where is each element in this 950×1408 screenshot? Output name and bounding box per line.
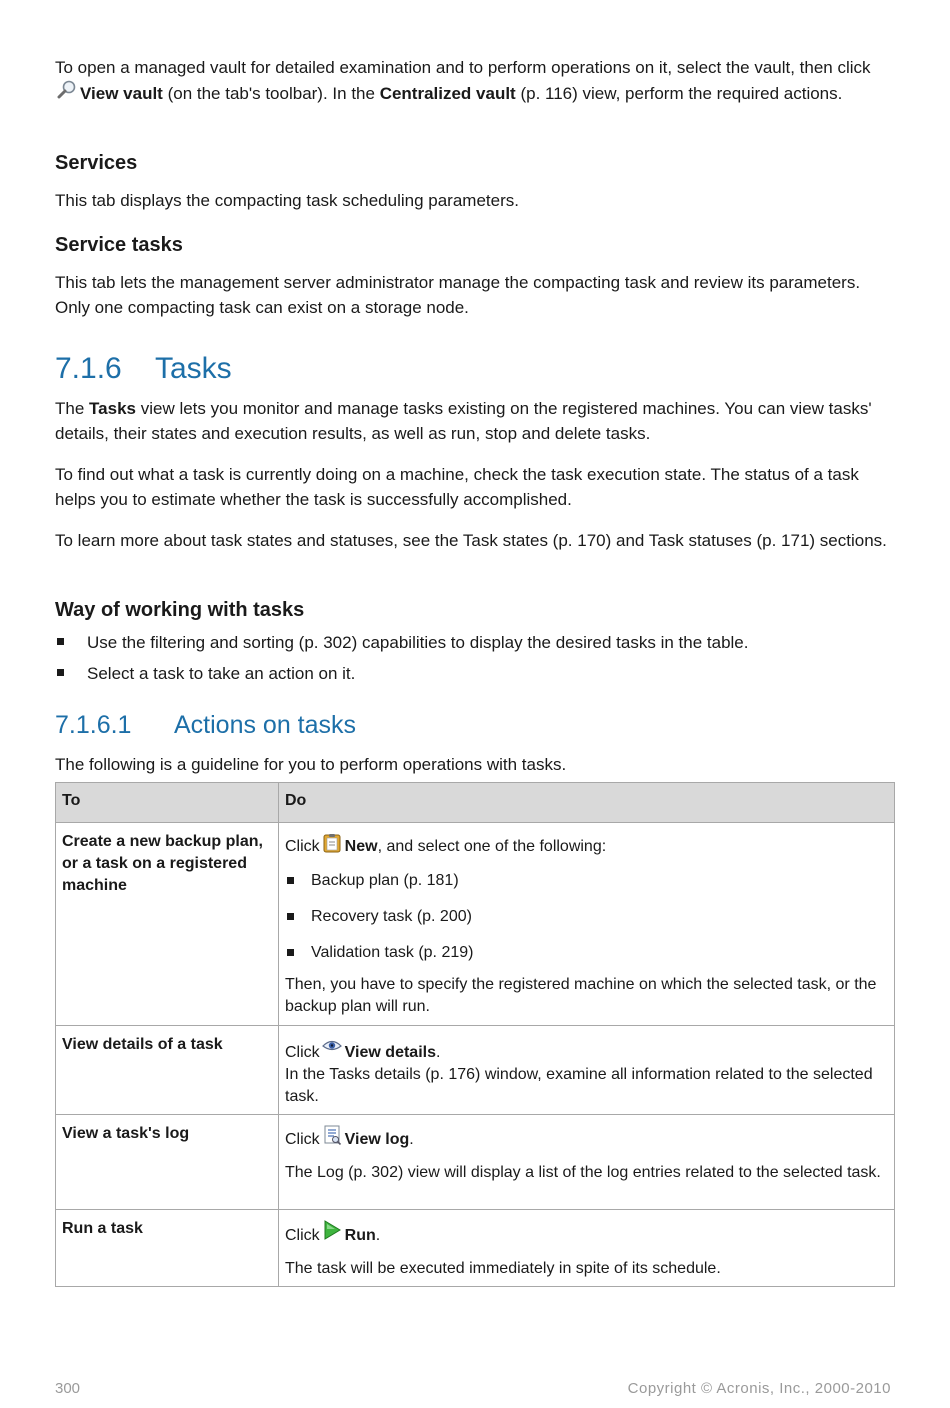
action-note: The task will be executed immediately in spite of its schedule. — [285, 1260, 721, 1277]
list-item: Recovery task (p. 200) — [285, 906, 888, 928]
action-note: Then, you have to specify the registered machine on which the selected task, or the backup plan will run. — [285, 976, 877, 1015]
table-row — [56, 1026, 895, 1115]
page-footer — [55, 1376, 891, 1401]
bullet-icon — [287, 949, 294, 956]
bullet-icon — [287, 877, 294, 884]
magnifier-icon — [57, 80, 77, 100]
table-cell-to: View a task's log — [56, 1115, 279, 1210]
way-of-working-heading: Way of working with tasks — [55, 599, 305, 621]
table-header-to: To — [56, 783, 279, 823]
way-of-working-list — [55, 630, 895, 692]
subsection-title: Actions on tasks — [174, 711, 357, 739]
service-tasks-heading: Service tasks — [55, 234, 183, 256]
action-line: Click View log. — [285, 1125, 888, 1151]
table-row — [56, 823, 895, 1026]
tasks-paragraph-3: To learn more about task states and statuses, see the Task states (p. 170) and Task statuses (p. 171) sections. — [55, 531, 887, 550]
services-text: This tab displays the compacting task scheduling parameters. — [55, 191, 519, 210]
bullet-icon — [57, 638, 64, 645]
list-item: Backup plan (p. 181) — [285, 870, 888, 892]
actions-intro: The following is a guideline for you to perform operations with tasks. — [55, 755, 567, 774]
subsection-heading-actions — [55, 710, 356, 740]
table-cell-to: View details of a task — [56, 1026, 279, 1115]
table-cell-to: Create a new backup plan, or a task on a registered machine — [56, 823, 279, 1026]
log-icon — [322, 1125, 342, 1145]
action-line: Click View details. — [285, 1036, 888, 1064]
table-header-row — [56, 783, 895, 823]
section-number: 7.1.6 — [55, 352, 122, 385]
list-item: Validation task (p. 219) — [285, 942, 888, 964]
tasks-paragraph-2: To find out what a task is currently doing on a machine, check the task execution state. The status of a task helps you to estimate whether the task is successfully accomplished. — [55, 465, 859, 509]
table-row — [56, 1210, 895, 1287]
section-heading-tasks — [55, 352, 232, 386]
list-item: Select a task to take an action on it. — [55, 661, 895, 692]
table-row — [56, 1115, 895, 1210]
page-number: 300 — [55, 1380, 81, 1397]
subsection-number: 7.1.6.1 — [55, 711, 132, 739]
table-header-do: Do — [279, 783, 895, 823]
copyright-notice: Copyright © Acronis, Inc., 2000-2010 — [627, 1380, 891, 1397]
table-cell-do — [279, 823, 895, 1026]
intro-paragraph: To open a managed vault for detailed examination and to perform operations on it, select the vault, then click View vault (on the tab's toolbar). In the Centralized vault (p. 116) view, perform the required actions. — [55, 58, 871, 103]
play-icon — [322, 1220, 342, 1240]
table-cell-do — [279, 1115, 895, 1210]
table-cell-to: Run a task — [56, 1210, 279, 1287]
table-cell-do — [279, 1210, 895, 1287]
tasks-paragraph-1: The Tasks view lets you monitor and manage tasks existing on the registered machines. You can view tasks' details, their states and execution results, as well as run, stop and delete tasks. — [55, 399, 872, 443]
action-line: Click New, and select one of the following: — [285, 833, 888, 858]
clipboard-icon — [322, 833, 342, 853]
action-note: In the Tasks details (p. 176) window, examine all information related to the selected task. — [285, 1066, 873, 1105]
bullet-icon — [57, 669, 64, 676]
table-cell-do — [279, 1026, 895, 1115]
list-item: Use the filtering and sorting (p. 302) capabilities to display the desired tasks in the table. — [55, 630, 895, 661]
action-note: The Log (p. 302) view will display a list of the log entries related to the selected task. — [285, 1164, 881, 1181]
eye-icon — [322, 1036, 342, 1056]
action-line: Click Run. — [285, 1220, 888, 1247]
actions-table — [55, 782, 895, 1287]
section-title: Tasks — [155, 352, 232, 385]
bullet-icon — [287, 913, 294, 920]
services-heading: Services — [55, 152, 138, 174]
service-tasks-text: This tab lets the management server administrator manage the compacting task and review its parameters. Only one compacting task can exist on a storage node. — [55, 273, 861, 317]
